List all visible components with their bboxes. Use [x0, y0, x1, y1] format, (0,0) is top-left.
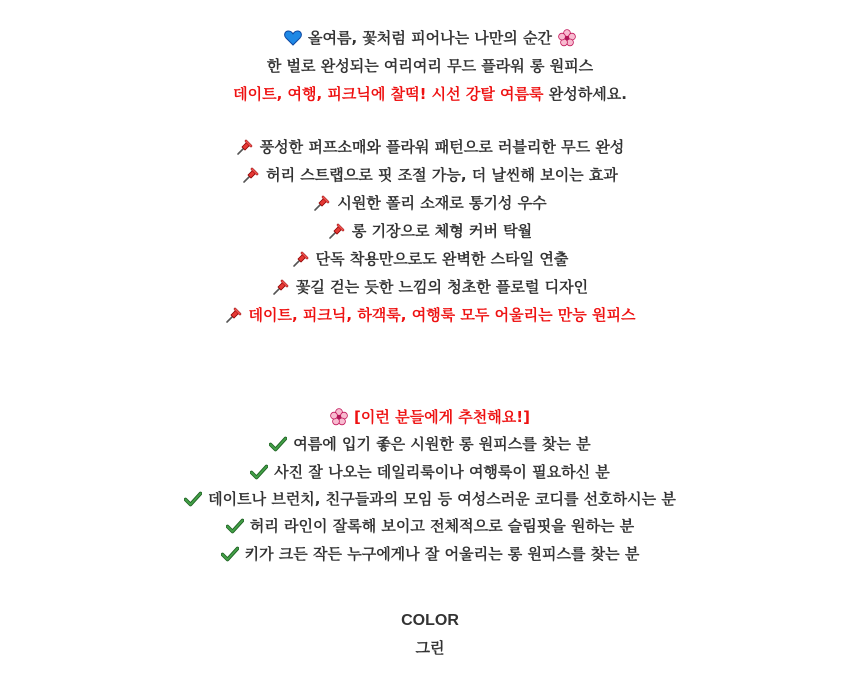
check-mark-icon: [221, 546, 239, 562]
pushpin-icon: [225, 306, 243, 324]
feature-item: [0, 136, 860, 158]
recommend-text: 키가 크든 작든 누구에게나 잘 어울리는 롱 원피스를 찾는 분: [244, 545, 640, 563]
feature-item: [0, 164, 860, 186]
intro-highlight: 데이트, 여행, 피크닉에 찰떡! 시선 강탈 여름룩: [233, 85, 544, 103]
check-mark-icon: [250, 464, 268, 480]
intro-line-2: 한 벌로 완성되는 여리여리 무드 플라워 롱 원피스: [266, 57, 594, 75]
recommend-text: 사진 잘 나오는 데일리룩이나 여행룩이 필요하신 분: [274, 463, 610, 481]
feature-item: [0, 276, 860, 298]
recommend-item: [0, 461, 860, 483]
pushpin-icon: [236, 138, 254, 156]
pushpin-icon: [272, 278, 290, 296]
blue-heart-icon: [284, 30, 302, 46]
recommend-item: [0, 543, 860, 565]
pushpin-icon: [313, 194, 331, 212]
recommend-item: [0, 515, 860, 537]
recommend-text: 허리 라인이 잘록해 보이고 전체적으로 슬림핏을 원하는 분: [249, 517, 635, 535]
feature-text: 데이트, 피크닉, 하객룩, 여행룩 모두 어울리는 만능 원피스: [248, 306, 636, 324]
color-value: 그린: [415, 639, 445, 657]
recommend-text: 여름에 입기 좋은 시원한 롱 원피스를 찾는 분: [293, 435, 591, 453]
recommend-text: 데이트나 브런치, 친구들과의 모임 등 여성스러운 코디를 선호하시는 분: [208, 490, 676, 508]
check-mark-icon: [184, 491, 202, 507]
recommend-title: [이런 분들에게 추천해요!]: [354, 408, 530, 426]
feature-text: 풍성한 퍼프소매와 플라워 패턴으로 러블리한 무드 완성: [259, 138, 625, 156]
cherry-blossom-icon: [558, 29, 576, 47]
pushpin-icon: [328, 222, 346, 240]
intro-line-1: [0, 27, 860, 49]
feature-item: [0, 304, 860, 326]
feature-item: [0, 192, 860, 214]
cherry-blossom-icon: [330, 408, 348, 426]
feature-text: 허리 스트랩으로 핏 조절 가능, 더 날씬해 보이는 효과: [266, 166, 618, 184]
feature-text: 단독 착용만으로도 완벽한 스타일 연출: [315, 250, 569, 268]
recommend-item: [0, 488, 860, 510]
check-mark-icon: [269, 436, 287, 452]
intro-text-1: 올여름, 꽃처럼 피어나는 나만의 순간: [308, 29, 552, 47]
feature-text: 롱 기장으로 체형 커버 탁월: [351, 222, 533, 240]
pushpin-icon: [292, 250, 310, 268]
recommend-title-line: [0, 406, 860, 428]
color-label: COLOR: [401, 612, 459, 629]
feature-text: 꽃길 걷는 듯한 느낌의 청초한 플로럴 디자인: [295, 278, 589, 296]
intro-line-3: [0, 83, 860, 105]
recommend-item: [0, 433, 860, 455]
pushpin-icon: [242, 166, 260, 184]
check-mark-icon: [226, 518, 244, 534]
intro-rest: 완성하세요.: [543, 85, 627, 103]
feature-item: [0, 248, 860, 270]
feature-item: [0, 220, 860, 242]
feature-text: 시원한 폴리 소재로 통기성 우수: [337, 194, 547, 212]
